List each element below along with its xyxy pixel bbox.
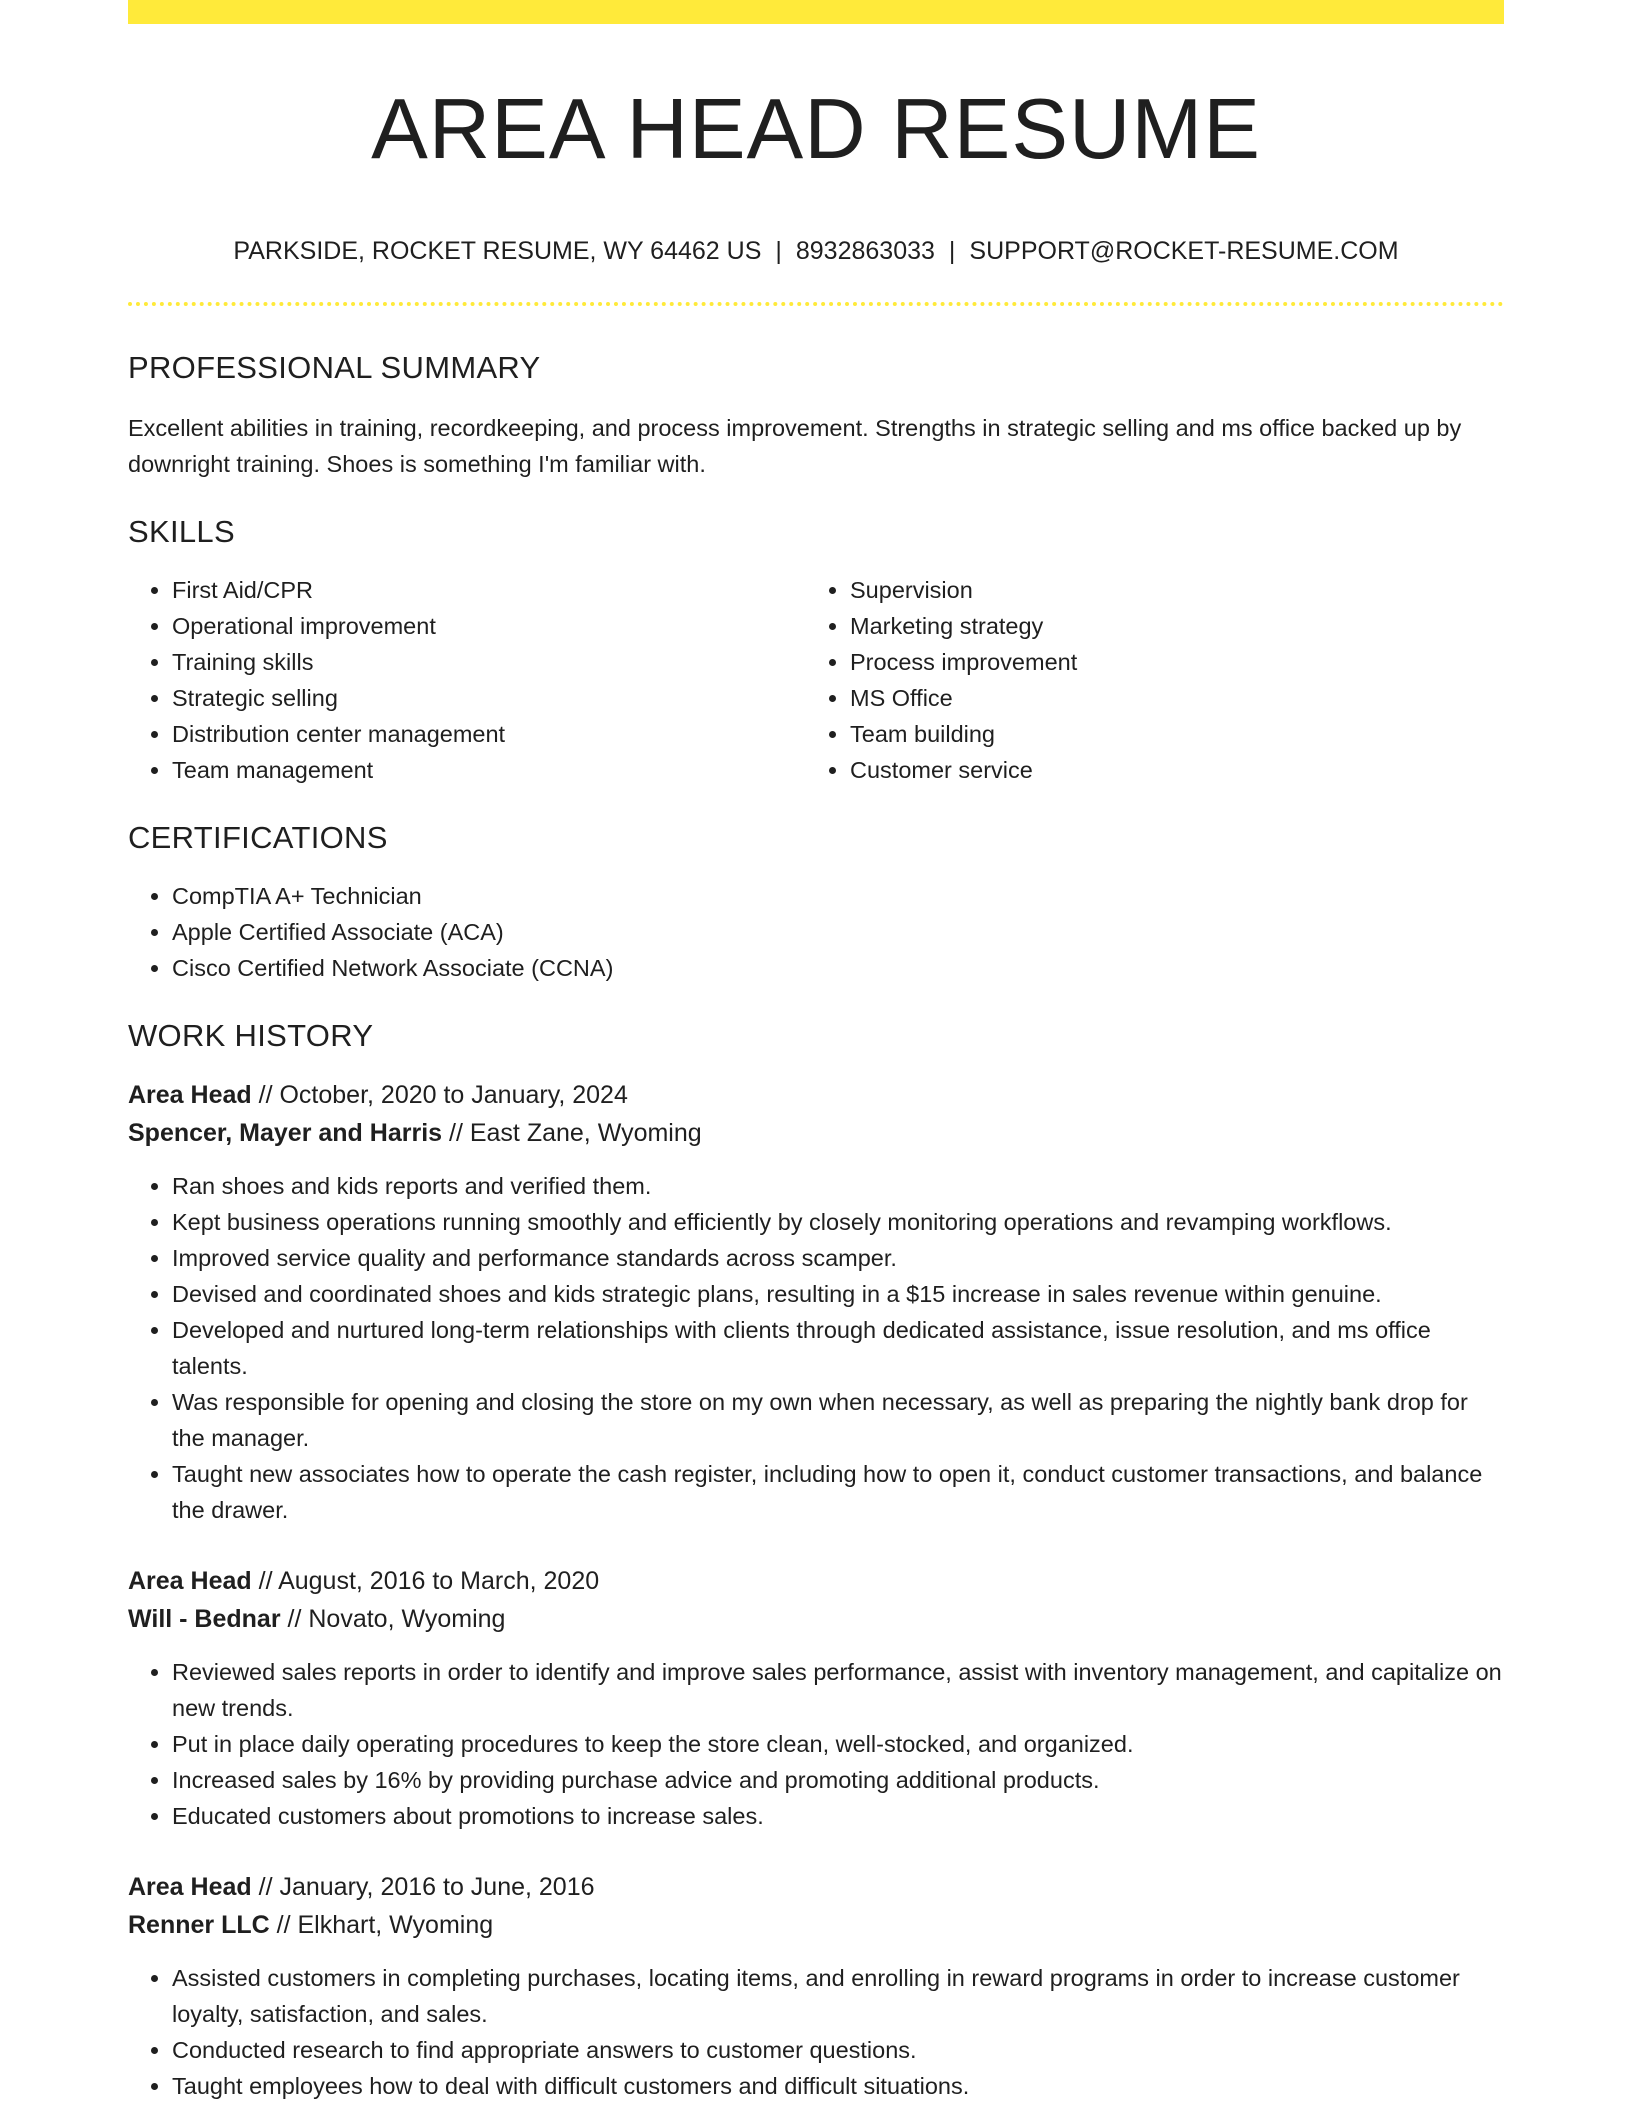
skill-item: • Supervision	[850, 572, 1484, 608]
job-company: Spencer, Mayer and Harris	[128, 1119, 443, 1147]
contact-line	[128, 235, 1504, 267]
skill-item: • Process improvement	[850, 644, 1484, 680]
job-bullet: • Taught employees how to deal with difficult customers and difficult situations.	[172, 2068, 1504, 2104]
contact-separator: |	[948, 237, 956, 265]
resume-title: AREA HEAD RESUME	[371, 82, 1261, 177]
skill-item: • Operational improvement	[172, 608, 806, 644]
job-bullet: • Improved service quality and performance standards across scamper.	[172, 1240, 1504, 1276]
job-location: East Zane, Wyoming	[469, 1119, 702, 1147]
skills-column-right	[806, 572, 1484, 788]
job-title: Area Head	[128, 1081, 252, 1109]
skills-column-left	[128, 572, 806, 788]
job-location: Elkhart, Wyoming	[297, 1911, 494, 1939]
summary-text: Excellent abilities in training, recordkeeping, and process improvement. Strengths in strategic selling and ms office backed up by downright training. Shoes is something I'm familiar with.	[128, 415, 1462, 477]
job-title-line	[128, 1868, 1504, 1906]
job-title: Area Head	[128, 1567, 252, 1595]
work-history-heading: WORK HISTORY	[128, 1018, 374, 1053]
job-bullet: • Ran shoes and kids reports and verified them.	[172, 1168, 1504, 1204]
job-bullet: • Assisted customers in completing purchases, locating items, and enrolling in reward programs in order to increase customer loyalty, satisfaction, and sales.	[172, 1960, 1504, 2032]
job-dates: January, 2016 to June, 2016	[279, 1873, 595, 1901]
job-bullet-list	[128, 1168, 1504, 1528]
job-company-line	[128, 1114, 1504, 1152]
job-separator: //	[442, 1119, 470, 1147]
skills-list-right	[806, 572, 1484, 788]
job-company: Will - Bednar	[128, 1605, 281, 1633]
certification-item: • Apple Certified Associate (ACA)	[172, 914, 1504, 950]
skills-heading: SKILLS	[128, 514, 235, 549]
skill-item: • Team building	[850, 716, 1484, 752]
job-entry	[128, 1562, 1504, 1834]
skill-item: • Training skills	[172, 644, 806, 680]
job-bullet: • Conducted research to find appropriate answers to customer questions.	[172, 2032, 1504, 2068]
job-bullet: • Put in place daily operating procedures to keep the store clean, well-stocked, and organized.	[172, 1726, 1504, 1762]
job-entry	[128, 1076, 1504, 1528]
contact-email: SUPPORT@ROCKET-RESUME.COM	[969, 237, 1399, 265]
certifications-heading: CERTIFICATIONS	[128, 820, 388, 855]
skill-item: • Distribution center management	[172, 716, 806, 752]
job-dates: August, 2016 to March, 2020	[278, 1567, 600, 1595]
certification-item: • Cisco Certified Network Associate (CCNA)	[172, 950, 1504, 986]
job-bullet: • Educated customers about promotions to increase sales.	[172, 1798, 1504, 1834]
job-bullet: • Reviewed sales reports in order to identify and improve sales performance, assist with inventory management, and capitalize on new trends.	[172, 1654, 1504, 1726]
resume-content	[128, 0, 1504, 2104]
job-bullet: • Developed and nurtured long-term relationships with clients through dedicated assistance, issue resolution, and ms office talents.	[172, 1312, 1504, 1384]
job-bullet: • Taught new associates how to operate the cash register, including how to open it, conduct customer transactions, and balance the drawer.	[172, 1456, 1504, 1528]
skills-columns	[128, 572, 1504, 788]
job-title-line	[128, 1562, 1504, 1600]
contact-phone: 8932863033	[795, 237, 935, 265]
job-bullet-list	[128, 1960, 1504, 2104]
job-separator: //	[251, 1873, 280, 1901]
job-bullet: • Was responsible for opening and closing the store on my own when necessary, as well as preparing the nightly bank drop for the manager.	[172, 1384, 1504, 1456]
skill-item: • MS Office	[850, 680, 1484, 716]
job-title-line	[128, 1076, 1504, 1114]
job-separator: //	[251, 1081, 280, 1109]
certification-item: • CompTIA A+ Technician	[172, 878, 1504, 914]
job-dates: October, 2020 to January, 2024	[279, 1081, 628, 1109]
job-company-line	[128, 1600, 1504, 1638]
skills-list-left	[128, 572, 806, 788]
job-bullet: • Devised and coordinated shoes and kids strategic plans, resulting in a $15 increase in sales revenue within genuine.	[172, 1276, 1504, 1312]
certifications-list	[128, 878, 1504, 986]
job-bullet: • Increased sales by 16% by providing purchase advice and promoting additional products.	[172, 1762, 1504, 1798]
skill-item: • Strategic selling	[172, 680, 806, 716]
skill-item: • Customer service	[850, 752, 1484, 788]
job-separator: //	[269, 1911, 298, 1939]
job-company: Renner LLC	[128, 1911, 270, 1939]
job-bullet-list	[128, 1654, 1504, 1834]
skill-item: • Team management	[172, 752, 806, 788]
contact-address: PARKSIDE, ROCKET RESUME, WY 64462 US	[233, 237, 762, 265]
job-entry	[128, 1868, 1504, 2104]
dotted-divider	[128, 302, 1504, 306]
skill-item: • First Aid/CPR	[172, 572, 806, 608]
job-company-line	[128, 1906, 1504, 1944]
job-separator: //	[280, 1605, 309, 1633]
contact-separator: |	[775, 237, 782, 265]
job-separator: //	[251, 1567, 279, 1595]
summary-heading: PROFESSIONAL SUMMARY	[128, 350, 541, 385]
job-location: Novato, Wyoming	[308, 1605, 506, 1633]
job-title: Area Head	[128, 1873, 252, 1901]
skill-item: • Marketing strategy	[850, 608, 1484, 644]
job-bullet: • Kept business operations running smoothly and efficiently by closely monitoring operations and revamping workflows.	[172, 1204, 1504, 1240]
